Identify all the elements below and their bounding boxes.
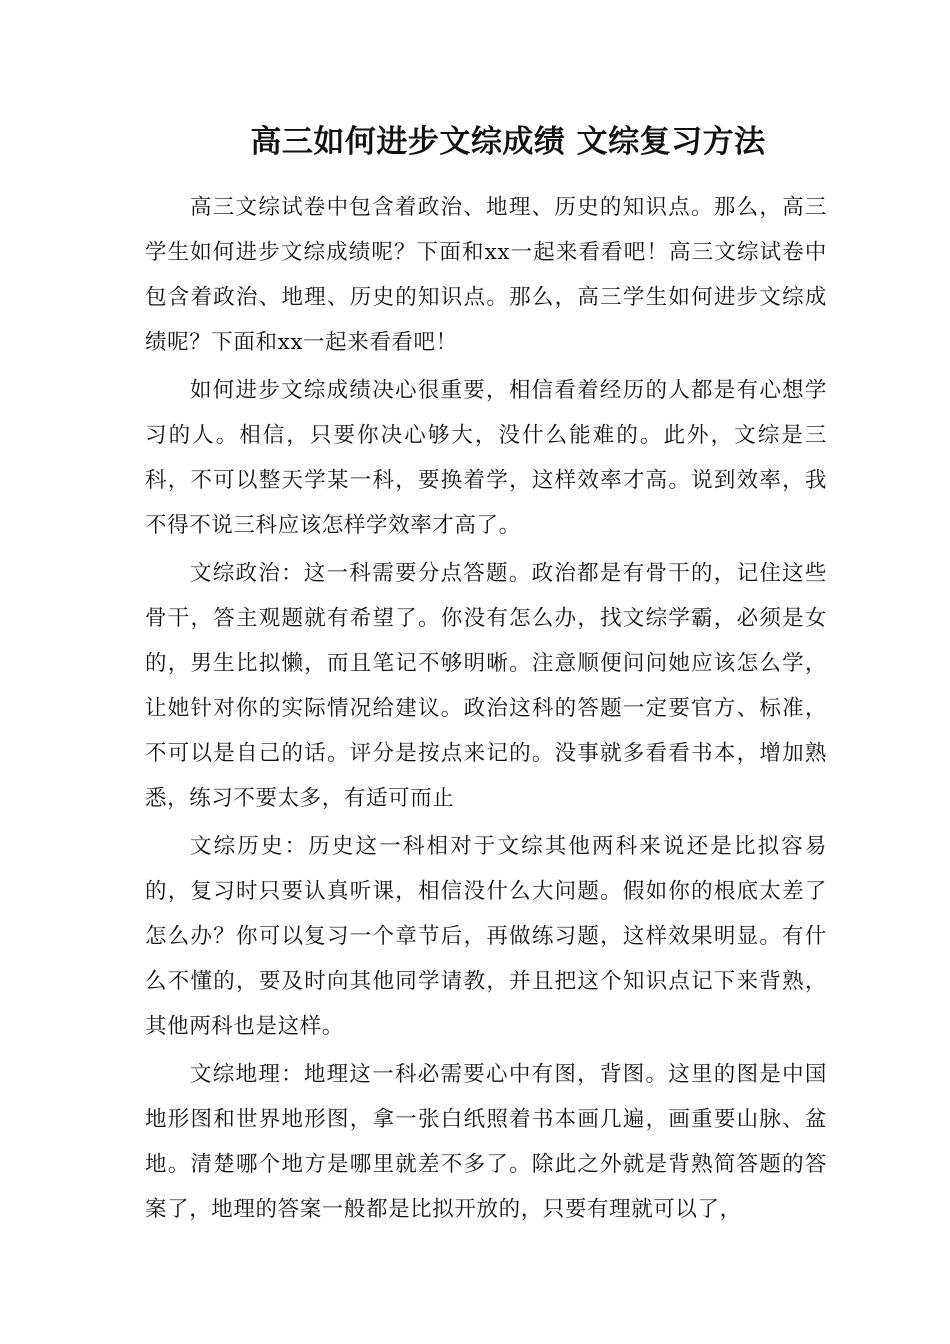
document-body <box>145 185 827 1232</box>
paragraph-geography: 文综地理：地理这一科必需要心中有图，背图。这里的图是中国地形图和世界地形图，拿一张白纸照着书本画几遍，画重要山脉、盆地。清楚哪个地方是哪里就差不多了。除此之外就是背熟简答题的答案了，地理的答案一般都是比拟开放的，只要有理就可以了， <box>145 1062 827 1222</box>
paragraph-intro: 高三文综试卷中包含着政治、地理、历史的知识点。那么，高三学生如何进步文综成绩呢？下面和xx一起来看看吧！高三文综试卷中包含着政治、地理、历史的知识点。那么，高三学生如何进步文综成绩呢？下面和xx一起来看看吧！ <box>145 195 827 355</box>
paragraph-history: 文综历史：历史这一科相对于文综其他两科来说还是比拟容易的，复习时只要认真听课，相信没什么大问题。假如你的根底太差了怎么办？你可以复习一个章节后，再做练习题，这样效果明显。有什么不懂的，要及时向其他同学请教，并且把这个知识点记下来背熟，其他两科也是这样。 <box>145 834 827 1039</box>
page-title: 高三如何进步文综成绩 文综复习方法 <box>250 124 766 160</box>
paragraph-determination: 如何进步文综成绩决心很重要，相信看着经历的人都是有心想学习的人。相信，只要你决心够大，没什么能难的。此外，文综是三科，不可以整天学某一科，要换着学，这样效率才高。说到效率，我不得不说三科应该怎样学效率才高了。 <box>145 378 827 538</box>
paragraph-politics: 文综政治：这一科需要分点答题。政治都是有骨干的，记住这些骨干，答主观题就有希望了。你没有怎么办，找文综学霸，必须是女的，男生比拟懒，而且笔记不够明晰。注意顺便问问她应该怎么学，让她针对你的实际情况给建议。政治这科的答题一定要官方、标准，不可以是自己的话。评分是按点来记的。没事就多看看书本，增加熟悉，练习不要太多，有适可而止 <box>145 561 827 811</box>
